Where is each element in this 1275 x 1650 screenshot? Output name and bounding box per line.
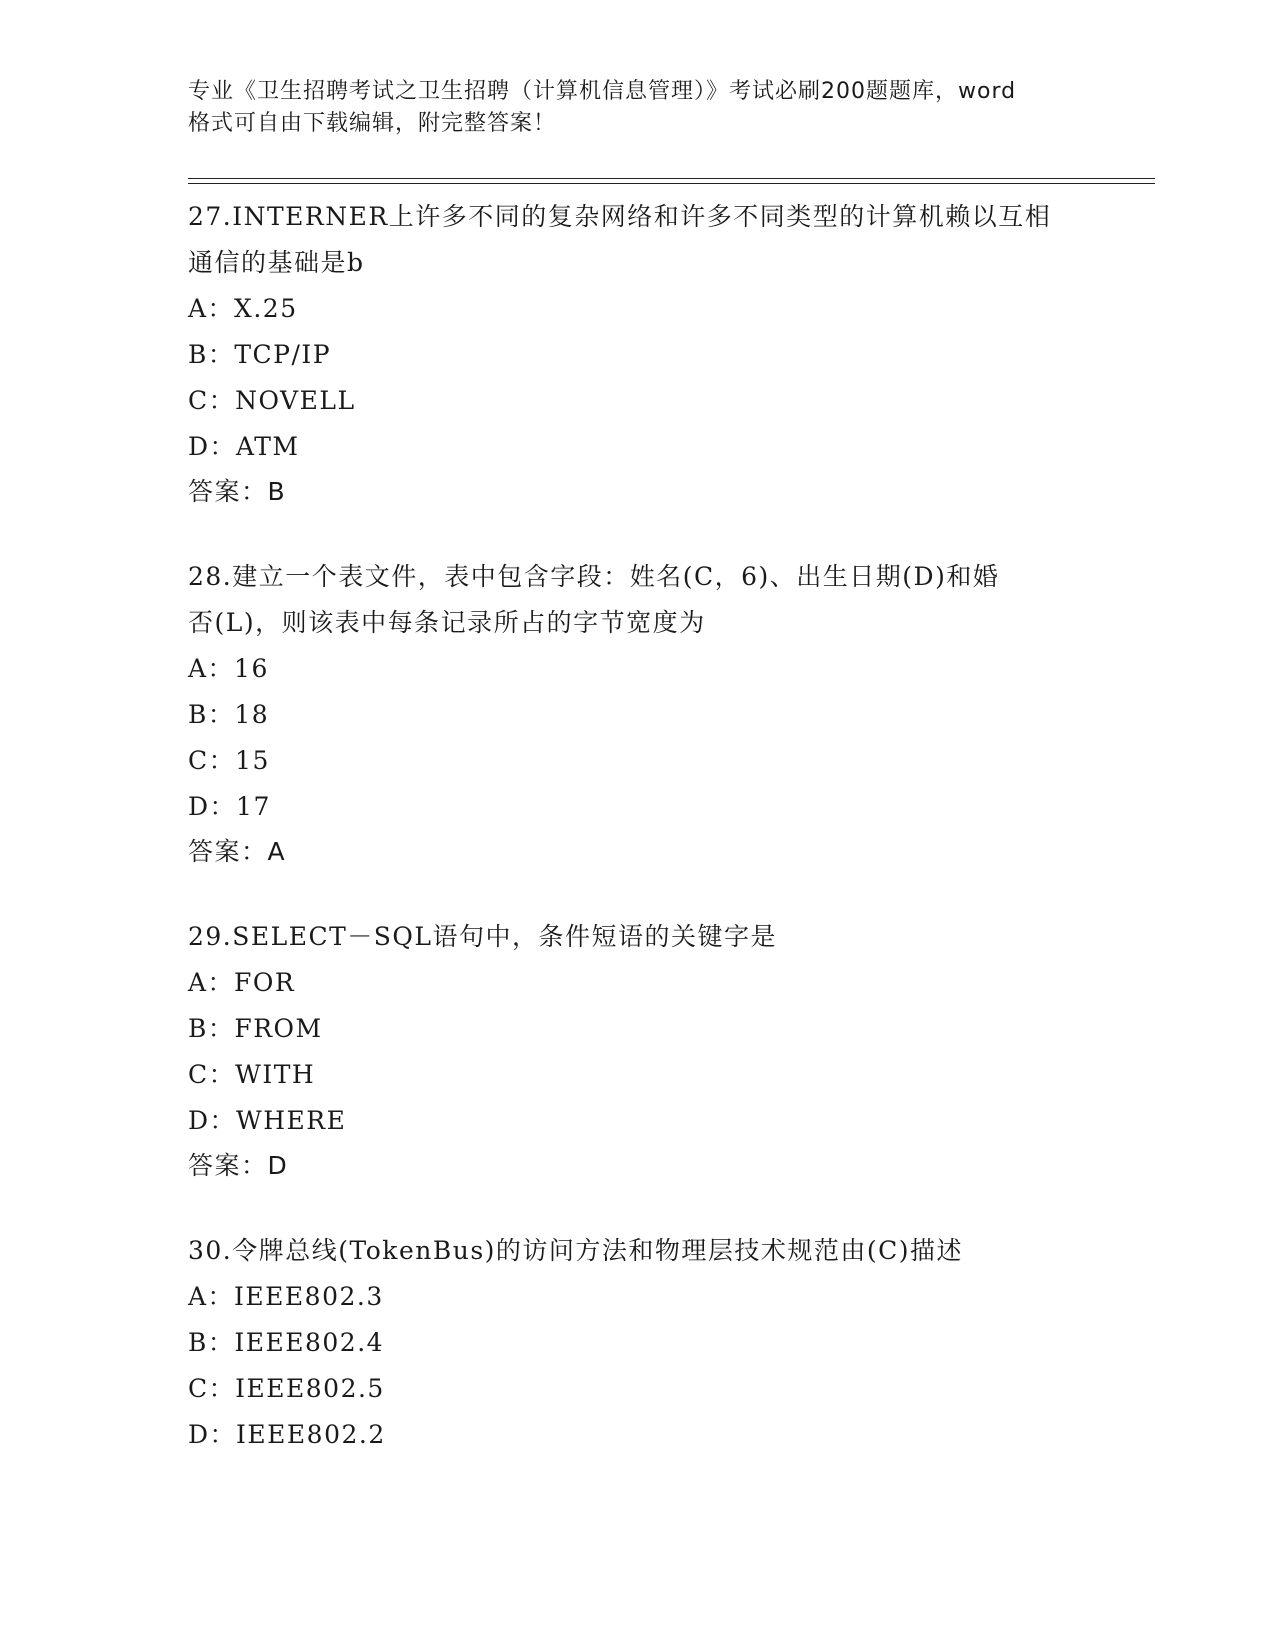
question-stem-line: 否(L)，则该表中每条记录所占的字节宽度为 — [188, 608, 706, 637]
header-line-1: 专业《卫生招聘考试之卫生招聘（计算机信息管理）》考试必刷200题题库，word — [188, 79, 1017, 104]
option-a: A：IEEE802.3 — [188, 1282, 384, 1311]
option-a: A：X.25 — [188, 294, 298, 323]
question-stem-line: 通信的基础是b — [188, 248, 365, 277]
header-divider-bottom — [188, 183, 1155, 184]
option-d: D：WHERE — [188, 1106, 347, 1135]
option-b: B：18 — [188, 700, 270, 729]
option-d: D：17 — [188, 792, 271, 821]
option-a: A：FOR — [188, 968, 296, 997]
option-b: B：TCP/IP — [188, 340, 332, 369]
option-d: D：ATM — [188, 432, 300, 461]
option-d: D：IEEE802.2 — [188, 1420, 386, 1449]
option-b: B：FROM — [188, 1014, 323, 1043]
option-c: C：15 — [188, 746, 270, 775]
question-stem-line: 28.建立一个表文件，表中包含字段：姓名(C，6)、出生日期(D)和婚 — [188, 562, 1000, 591]
option-c: C：IEEE802.5 — [188, 1374, 385, 1403]
question-27 — [188, 194, 1108, 514]
header-line-2: 格式可自由下载编辑，附完整答案！ — [188, 111, 557, 136]
question-stem-line: 27.INTERNER上许多不同的复杂网络和许多不同类型的计算机赖以互相 — [188, 202, 1052, 231]
question-28 — [188, 554, 1108, 874]
document-header — [188, 76, 1088, 140]
question-stem-line: 29.SELECT－SQL语句中，条件短语的关键字是 — [188, 922, 778, 951]
answer-label: 答案：A — [188, 837, 287, 866]
answer-label: 答案：D — [188, 1151, 289, 1180]
header-divider-top — [188, 178, 1155, 179]
question-30 — [188, 1228, 1108, 1458]
option-c: C：NOVELL — [188, 386, 356, 415]
question-list — [188, 194, 1108, 1498]
option-a: A：16 — [188, 654, 269, 683]
question-stem-line: 30.令牌总线(TokenBus)的访问方法和物理层技术规范由(C)描述 — [188, 1236, 964, 1265]
question-29 — [188, 914, 1108, 1188]
answer-label: 答案：B — [188, 477, 287, 506]
option-c: C：WITH — [188, 1060, 316, 1089]
option-b: B：IEEE802.4 — [188, 1328, 385, 1357]
